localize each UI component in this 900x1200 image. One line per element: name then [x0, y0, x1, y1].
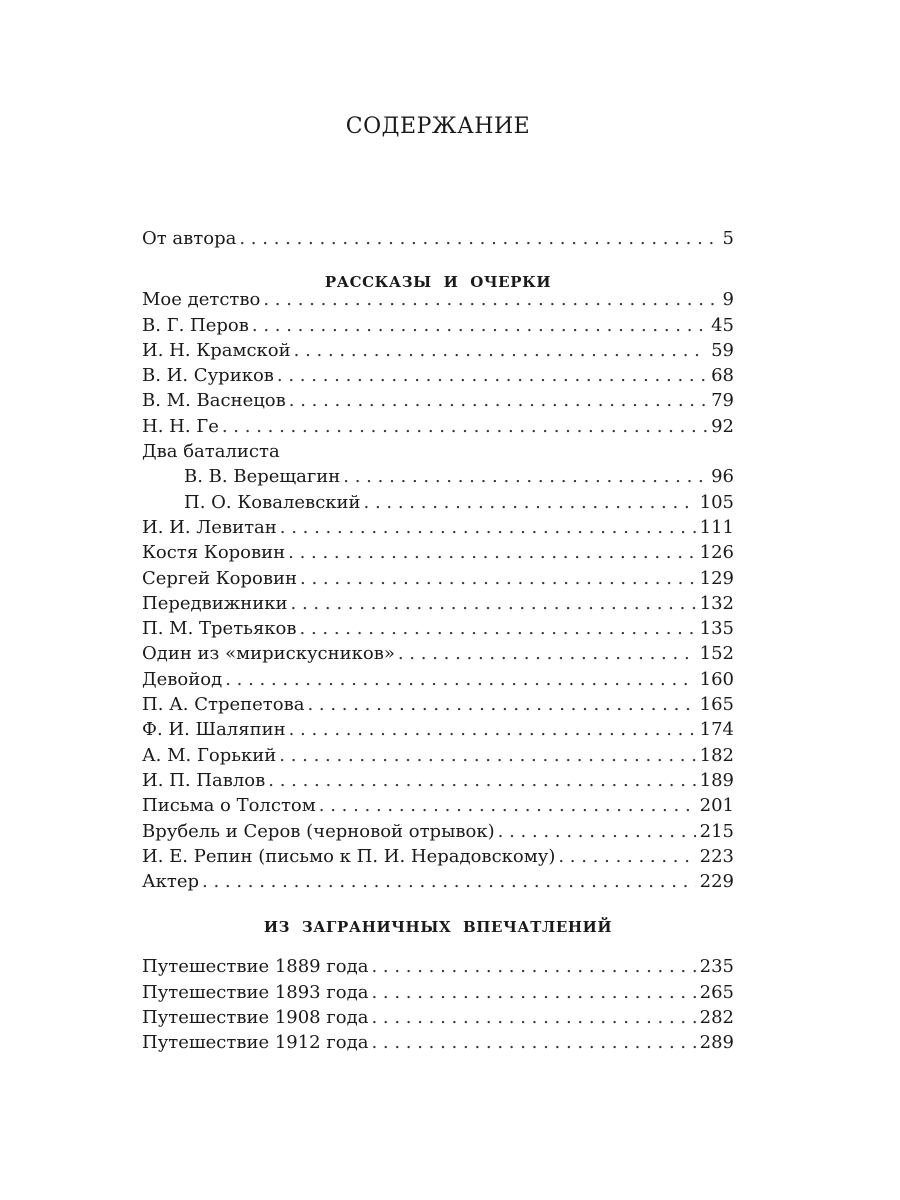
- toc-entry-page: 105: [699, 491, 734, 513]
- dot-leader: [288, 542, 696, 563]
- toc-entry: [142, 1007, 734, 1032]
- toc-entry-label: Письма о Толстом: [142, 795, 316, 817]
- toc-entry-page: 126: [699, 542, 734, 564]
- dot-leader: [225, 669, 695, 690]
- toc-entry-page: 174: [699, 719, 734, 741]
- toc-entry: [142, 289, 734, 314]
- toc-entry: [142, 719, 734, 744]
- toc-entry-label: П. М. Третьяков: [142, 618, 297, 640]
- toc-entry-label: Актер: [142, 871, 200, 893]
- toc-entry-intro: [142, 228, 734, 253]
- toc-entry: [142, 821, 734, 846]
- dot-leader: [307, 694, 695, 715]
- dot-leader: [289, 390, 707, 411]
- toc-entry-page: 282: [699, 1007, 734, 1029]
- toc-entry-label: И. Н. Крамской: [142, 339, 291, 361]
- section-heading: РАССКАЗЫ И ОЧЕРКИ: [324, 273, 552, 292]
- toc-entry: [142, 365, 734, 390]
- toc-entry-label: И. Е. Репин (письмо к П. И. Нерадовскому): [142, 845, 556, 867]
- toc-entry-page: 79: [711, 390, 734, 412]
- toc-entry: [142, 694, 734, 719]
- toc-entry-label: Путешествие 1889 года: [142, 956, 369, 978]
- dot-leader: [277, 365, 707, 386]
- dot-leader: [268, 770, 695, 791]
- toc-entry-page: 68: [711, 365, 734, 387]
- toc-entry-label: Один из «мирискусников»: [142, 643, 395, 665]
- toc-entry-sub: [142, 466, 734, 491]
- toc-entry: [142, 568, 734, 593]
- dot-leader: [558, 846, 695, 867]
- toc-entry-label: Два баталиста: [142, 441, 280, 463]
- dot-leader: [319, 795, 696, 816]
- toc-entry-label: Н. Н. Ге: [142, 415, 219, 437]
- dot-leader: [498, 821, 696, 842]
- toc-entry-label: Костя Коровин: [142, 542, 286, 564]
- dot-leader: [371, 956, 695, 977]
- dot-leader: [343, 466, 707, 487]
- toc-entry-page: 135: [699, 618, 734, 640]
- table-of-contents: [142, 228, 734, 1058]
- section-heading-wrap: [142, 253, 734, 292]
- toc-entry-page: 165: [699, 694, 734, 716]
- dot-leader: [279, 745, 695, 766]
- toc-entry: [142, 871, 734, 896]
- dot-leader: [202, 871, 696, 892]
- dot-leader: [364, 492, 696, 513]
- toc-entry: [142, 770, 734, 795]
- toc-entry-page: 5: [722, 228, 734, 249]
- toc-entry-page: 129: [699, 567, 734, 589]
- toc-entry-page: 215: [699, 820, 734, 842]
- toc-entry-label: Врубель и Серов (черновой отрывок): [142, 820, 495, 842]
- toc-entry: [142, 669, 734, 694]
- toc-entry-label: П. А. Стрепетова: [142, 694, 305, 716]
- toc-entry-label: В. М. Васнецов: [142, 390, 286, 412]
- dot-leader: [239, 228, 718, 249]
- toc-entry-page: 189: [699, 769, 734, 791]
- toc-entry-label: И. П. Павлов: [142, 769, 266, 791]
- toc-entry-page: 59: [711, 339, 734, 361]
- toc-entry-label: Путешествие 1893 года: [142, 981, 369, 1003]
- toc-entry-label: И. И. Левитан: [142, 516, 277, 538]
- toc-entry-label: А. М. Горький: [142, 744, 277, 766]
- dot-leader: [371, 1032, 695, 1053]
- toc-entry-label: Сергей Коровин: [142, 567, 298, 589]
- dot-leader: [371, 1007, 695, 1028]
- toc-entry-label: В. Г. Перов: [142, 314, 249, 336]
- toc-entry-page: 265: [699, 981, 734, 1003]
- toc-entry: [142, 416, 734, 441]
- toc-entry-label: Передвижники: [142, 592, 288, 614]
- toc-entry-page: 152: [699, 643, 734, 665]
- dot-leader: [300, 618, 696, 639]
- toc-entry: [142, 795, 734, 820]
- toc-entry: [142, 593, 734, 618]
- toc-entry-label: Девойод: [142, 668, 223, 690]
- toc-entry-sub: [142, 492, 734, 517]
- toc-entry-page: 182: [699, 744, 734, 766]
- toc-entry-label: Путешествие 1912 года: [142, 1032, 369, 1054]
- toc-entry-page: 229: [699, 871, 734, 893]
- dot-leader: [371, 982, 695, 1003]
- dot-leader: [291, 593, 696, 614]
- toc-entry-page: 223: [699, 845, 734, 867]
- toc-entry-page: 235: [699, 956, 734, 978]
- toc-entry: [142, 618, 734, 643]
- toc-entry-label: Путешествие 1908 года: [142, 1007, 369, 1029]
- dot-leader: [222, 416, 707, 437]
- toc-entry-page: 132: [699, 592, 734, 614]
- toc-entry-page: 160: [699, 668, 734, 690]
- dot-leader: [263, 289, 718, 310]
- toc-entry-page: 92: [711, 415, 734, 437]
- section-entries: [142, 289, 734, 896]
- section-entries: [142, 956, 734, 1057]
- toc-entry-page: 45: [711, 314, 734, 336]
- section-heading-wrap: [142, 918, 734, 956]
- dot-leader: [280, 517, 696, 538]
- toc-entry-page: 111: [699, 516, 734, 538]
- dot-leader: [289, 719, 696, 740]
- toc-entry: [142, 643, 734, 668]
- toc-entry-page: 96: [711, 466, 734, 488]
- toc-entry: [142, 1032, 734, 1057]
- toc-entry: [142, 745, 734, 770]
- toc-entry: [142, 956, 734, 981]
- section-spacer: [142, 896, 734, 918]
- toc-entry-page: 201: [699, 795, 734, 817]
- toc-entry: [142, 390, 734, 415]
- toc-group-heading: [142, 441, 734, 466]
- toc-entry: [142, 315, 734, 340]
- toc-entry-page: 9: [722, 289, 734, 311]
- toc-entry-label: От автора: [142, 228, 237, 249]
- toc-entry-label: Ф. И. Шаляпин: [142, 719, 286, 741]
- toc-entry-label: В. И. Суриков: [142, 365, 274, 387]
- toc-entry-label: П. О. Ковалевский: [184, 491, 361, 513]
- toc-entry: [142, 982, 734, 1007]
- dot-leader: [398, 643, 696, 664]
- page-title: СОДЕРЖАНИЕ: [345, 114, 531, 139]
- dot-leader: [294, 340, 707, 361]
- section-heading: ИЗ ЗАГРАНИЧНЫХ ВПЕЧАТЛЕНИЙ: [263, 918, 613, 937]
- toc-entry: [142, 846, 734, 871]
- toc-entry-page: 289: [699, 1032, 734, 1054]
- toc-entry: [142, 517, 734, 542]
- toc-entry-label: В. В. Верещагин: [184, 466, 341, 488]
- toc-entry: [142, 542, 734, 567]
- toc-entry: [142, 340, 734, 365]
- dot-leader: [252, 315, 707, 336]
- dot-leader: [300, 568, 696, 589]
- toc-entry-label: Мое детство: [142, 289, 261, 311]
